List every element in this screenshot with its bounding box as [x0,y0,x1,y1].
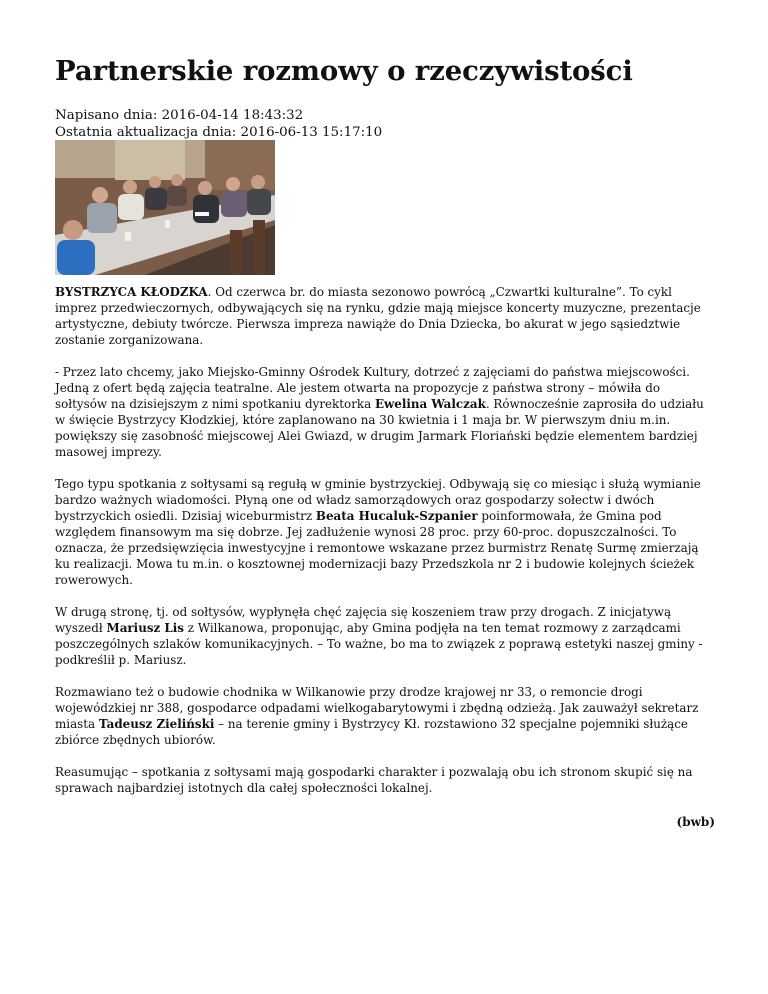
dateline: BYSTRZYCA KŁODZKA [55,285,208,299]
paragraph-1: BYSTRZYCA KŁODZKA. Od czerwca br. do miasta sezonowo powrócą „Czwartki kulturalne”. To cykl imprez przedwieczornych, odbywających się na rynku, gdzie mają miejsce koncerty muzyczne, prezentacje artystyczne, debiuty twórcze. Pierwsza impreza nawiąże do Dnia Dziecka, bo akurat w jego sąsiedztwie zostanie zorganizowana. [55,285,701,347]
person-name: Mariusz Lis [106,621,184,635]
published-date: Napisano dnia: 2016-04-14 18:43:32 [55,108,304,123]
paragraph-6: Reasumując – spotkania z sołtysami mają gospodarki charakter i pozwalają obu ich stronom skupić się na sprawach najbardziej istotnych dla całej społeczności lokalnej. [55,765,693,795]
article-title: Partnerskie rozmowy o rzeczywistości [55,55,633,87]
meeting-photo-icon [55,140,275,275]
paragraph-4: W drugą stronę, tj. od sołtysów, wypłynęła chęć zajęcia się koszeniem traw przy drogach. Z inicjatywą wyszedł Mariusz Lis z Wilkanowa, proponując, aby Gmina podjęła na ten temat rozmowy z zarządcami poszczególnych szlaków komunikacyjnych. – To ważne, bo ma to związek z poprawą estetyki naszej gminy - podkreślił p. Mariusz. [55,605,703,667]
paragraph-2: - Przez lato chcemy, jako Miejsko-Gminny Ośrodek Kultury, dotrzeć z zajęciami do państwa miejscowości. Jedną z ofert będą zajęcia teatralne. Ale jestem otwarta na propozycje z państwa strony – mówiła do sołtysów na dzisiejszym z nimi spotkaniu dyrektorka Ewelina Walczak. Równocześnie zaprosiła do udziału w święcie Bystrzycy Kłodzkiej, które zaplanowano na 30 kwietnia i 1 maja br. W pierwszym dniu m.in. powiększy się zasobność miejscowej Alei Gwiazd, w drugim Jarmark Floriański będzie elementem bardziej masowej imprezy. [55,365,704,459]
author-signature: (bwb) [676,815,715,829]
paragraph-5: Rozmawiano też o budowie chodnika w Wilkanowie przy drodze krajowej nr 33, o remoncie drogi wojewódzkiej nr 388, gospodarce odpadami wielkogabarytowymi i zbędną odzieżą. Jak zauważył sekretarz miasta Tadeusz Zieliński – na terenie gminy i Bystrzycy Kł. rozstawiono 32 specjalne pojemniki służące zbiórce zbędnych ubiorów. [55,685,699,747]
person-name: Ewelina Walczak [374,397,486,411]
article-body [55,284,715,830]
article-meta [55,107,382,141]
meeting-photo [55,140,275,275]
person-name: Beata Hucaluk-Szpanier [315,509,478,523]
paragraph-3: Tego typu spotkania z sołtysami są regułą w gminie bystrzyckiej. Odbywają się co miesiąc i służą wymianie bardzo ważnych wiadomości. Płyną one od władz samorządowych oraz gospodarzy sołectw i dwóch bystrzyckich osiedli. Dzisiaj wiceburmistrz Beata Hucaluk-Szpanier poinformowała, że Gmina pod względem finansowym ma się dobrze. Jej zadłużenie wynosi 28 proc. przy 60-proc. dopuszczalności. To oznacza, że przedsięwzięcia inwestycyjne i remontowe wskazane przez burmistrz Renatę Surmę zmierzają ku realizacji. Mowa tu m.in. o kosztownej modernizacji bazy Przedszkola nr 2 i budowie kolejnych ścieżek rowerowych. [55,477,701,587]
updated-date: Ostatnia aktualizacja dnia: 2016-06-13 15:17:10 [55,125,383,140]
person-name: Tadeusz Zieliński [98,717,215,731]
